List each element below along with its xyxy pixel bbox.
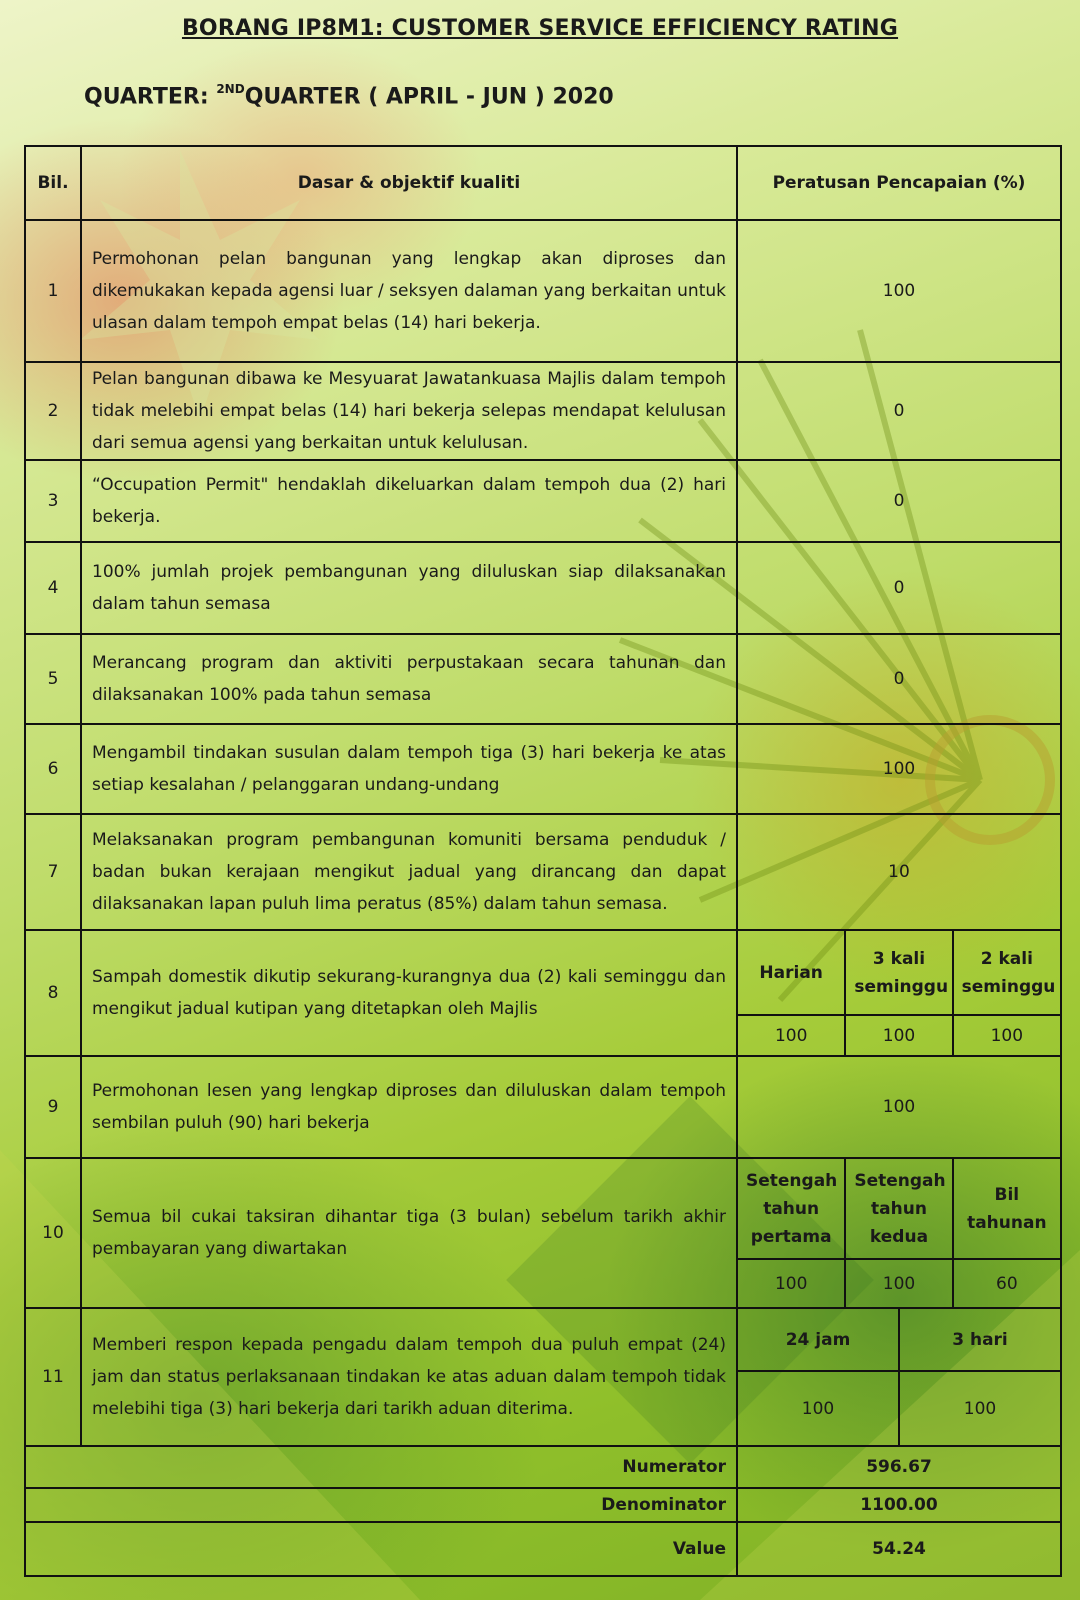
row-sub-values — [737, 1308, 1061, 1446]
table-row — [25, 220, 1061, 362]
row-number: 1 — [25, 220, 81, 362]
row-objective: Sampah domestik dikutip sekurang-kurangnya dua (2) kali seminggu dan mengikut jadual kutipan yang ditetapkan oleh Majlis — [81, 930, 737, 1056]
row-value: 100 — [737, 1056, 1061, 1158]
sub-value: 100 — [845, 1259, 952, 1307]
sub-header: Harian — [759, 962, 823, 983]
table-row — [25, 814, 1061, 930]
efficiency-table — [24, 145, 1062, 1577]
row-objective: Melaksanakan program pembangunan komuniti bersama penduduk / badan bukan kerajaan mengikut jadual yang dirancang dan dapat dilaksanakan lapan puluh lima peratus (85%) dalam tahun semasa. — [81, 814, 737, 930]
table-row — [25, 542, 1061, 634]
sub-value: 100 — [845, 1015, 952, 1055]
summary-label-denominator: Denominator — [25, 1488, 737, 1522]
summary-label-value: Value — [25, 1522, 737, 1576]
sub-value: 100 — [738, 1371, 899, 1445]
row-objective: Pelan bangunan dibawa ke Mesyuarat Jawatankuasa Majlis dalam tempoh tidak melebihi empat belas (14) hari bekerja selepas mendapat kelulusan dari semua agensi yang berkaitan untuk kelulusan. — [81, 362, 737, 460]
row-objective: Permohonan pelan bangunan yang lengkap akan diproses dan dikemukakan kepada agensi luar / seksyen dalaman yang berkaitan untuk ulasan dalam tempoh empat belas (14) hari bekerja. — [81, 220, 737, 362]
table-header-row — [25, 146, 1061, 220]
row-number: 6 — [25, 724, 81, 814]
summary-row — [25, 1488, 1061, 1522]
sub-value: 60 — [953, 1259, 1060, 1307]
sub-value: 100 — [738, 1015, 845, 1055]
header-achievement: Peratusan Pencapaian (%) — [737, 146, 1061, 220]
table-row — [25, 362, 1061, 460]
row-objective: Merancang program dan aktiviti perpustakaan secara tahunan dan dilaksanakan 100% pada tahun semasa — [81, 634, 737, 724]
table-row — [25, 460, 1061, 542]
document-title: BORANG IP8M1: CUSTOMER SERVICE EFFICIENCY RATING — [181, 16, 899, 41]
table-row — [25, 1308, 1061, 1446]
sub-header: 3 kali seminggu — [845, 931, 952, 1015]
row-number: 5 — [25, 634, 81, 724]
row-number: 4 — [25, 542, 81, 634]
sub-table — [738, 931, 1060, 1055]
row-number: 2 — [25, 362, 81, 460]
summary-value-denominator: 1100.00 — [737, 1488, 1061, 1522]
sub-header: Setengah tahun kedua — [845, 1159, 952, 1259]
quarter-label: QUARTER: — [84, 84, 209, 110]
table-row — [25, 724, 1061, 814]
row-sub-values — [737, 930, 1061, 1056]
row-objective: Mengambil tindakan susulan dalam tempoh tiga (3) hari bekerja ke atas setiap kesalahan / pelanggaran undang-undang — [81, 724, 737, 814]
row-value: 0 — [737, 634, 1061, 724]
sub-header: 24 jam — [785, 1329, 851, 1350]
row-value: 0 — [737, 542, 1061, 634]
sub-header: Setengah tahun pertama — [746, 1170, 838, 1247]
sub-table — [738, 1309, 1060, 1445]
sub-value: 100 — [899, 1371, 1060, 1445]
summary-label-numerator: Numerator — [25, 1446, 737, 1488]
row-number: 11 — [25, 1308, 81, 1446]
row-objective: 100% jumlah projek pembangunan yang diluluskan siap dilaksanakan dalam tahun semasa — [81, 542, 737, 634]
row-objective: “Occupation Permit" hendaklah dikeluarkan dalam tempoh dua (2) hari bekerja. — [81, 460, 737, 542]
row-objective: Memberi respon kepada pengadu dalam tempoh dua puluh empat (24) jam dan status perlaksanaan tindakan ke atas aduan dalam tempoh tidak melebihi tiga (3) hari bekerja dari tarikh aduan diterima. — [81, 1308, 737, 1446]
sub-table — [738, 1159, 1060, 1307]
table-row — [25, 1158, 1061, 1308]
row-objective: Semua bil cukai taksiran dihantar tiga (3 bulan) sebelum tarikh akhir pembayaran yang diwartakan — [81, 1158, 737, 1308]
row-number: 3 — [25, 460, 81, 542]
row-sub-values — [737, 1158, 1061, 1308]
row-number: 8 — [25, 930, 81, 1056]
row-objective: Permohonan lesen yang lengkap diproses dan diluluskan dalam tempoh sembilan puluh (90) hari bekerja — [81, 1056, 737, 1158]
header-no: Bil. — [25, 146, 81, 220]
row-number: 9 — [25, 1056, 81, 1158]
summary-value-value: 54.24 — [737, 1522, 1061, 1576]
row-number: 7 — [25, 814, 81, 930]
summary-value-numerator: 596.67 — [737, 1446, 1061, 1488]
sub-value: 100 — [738, 1259, 845, 1307]
table-row — [25, 1056, 1061, 1158]
summary-row — [25, 1522, 1061, 1576]
row-value: 0 — [737, 362, 1061, 460]
header-objective: Dasar & objektif kualiti — [81, 146, 737, 220]
sub-header: 3 hari — [899, 1309, 1060, 1371]
sub-header: 2 kali seminggu — [953, 931, 1060, 1015]
row-value: 0 — [737, 460, 1061, 542]
summary-row — [25, 1446, 1061, 1488]
row-value: 100 — [737, 220, 1061, 362]
table-row — [25, 930, 1061, 1056]
row-number: 10 — [25, 1158, 81, 1308]
sub-value: 100 — [953, 1015, 1060, 1055]
table-row — [25, 634, 1061, 724]
sub-header: Bil tahunan — [953, 1159, 1060, 1259]
quarter-ordinal: 2ND — [216, 82, 245, 96]
row-value: 10 — [737, 814, 1061, 930]
quarter-text: QUARTER ( APRIL - JUN ) 2020 — [244, 84, 614, 110]
quarter-heading — [84, 84, 614, 109]
row-value: 100 — [737, 724, 1061, 814]
